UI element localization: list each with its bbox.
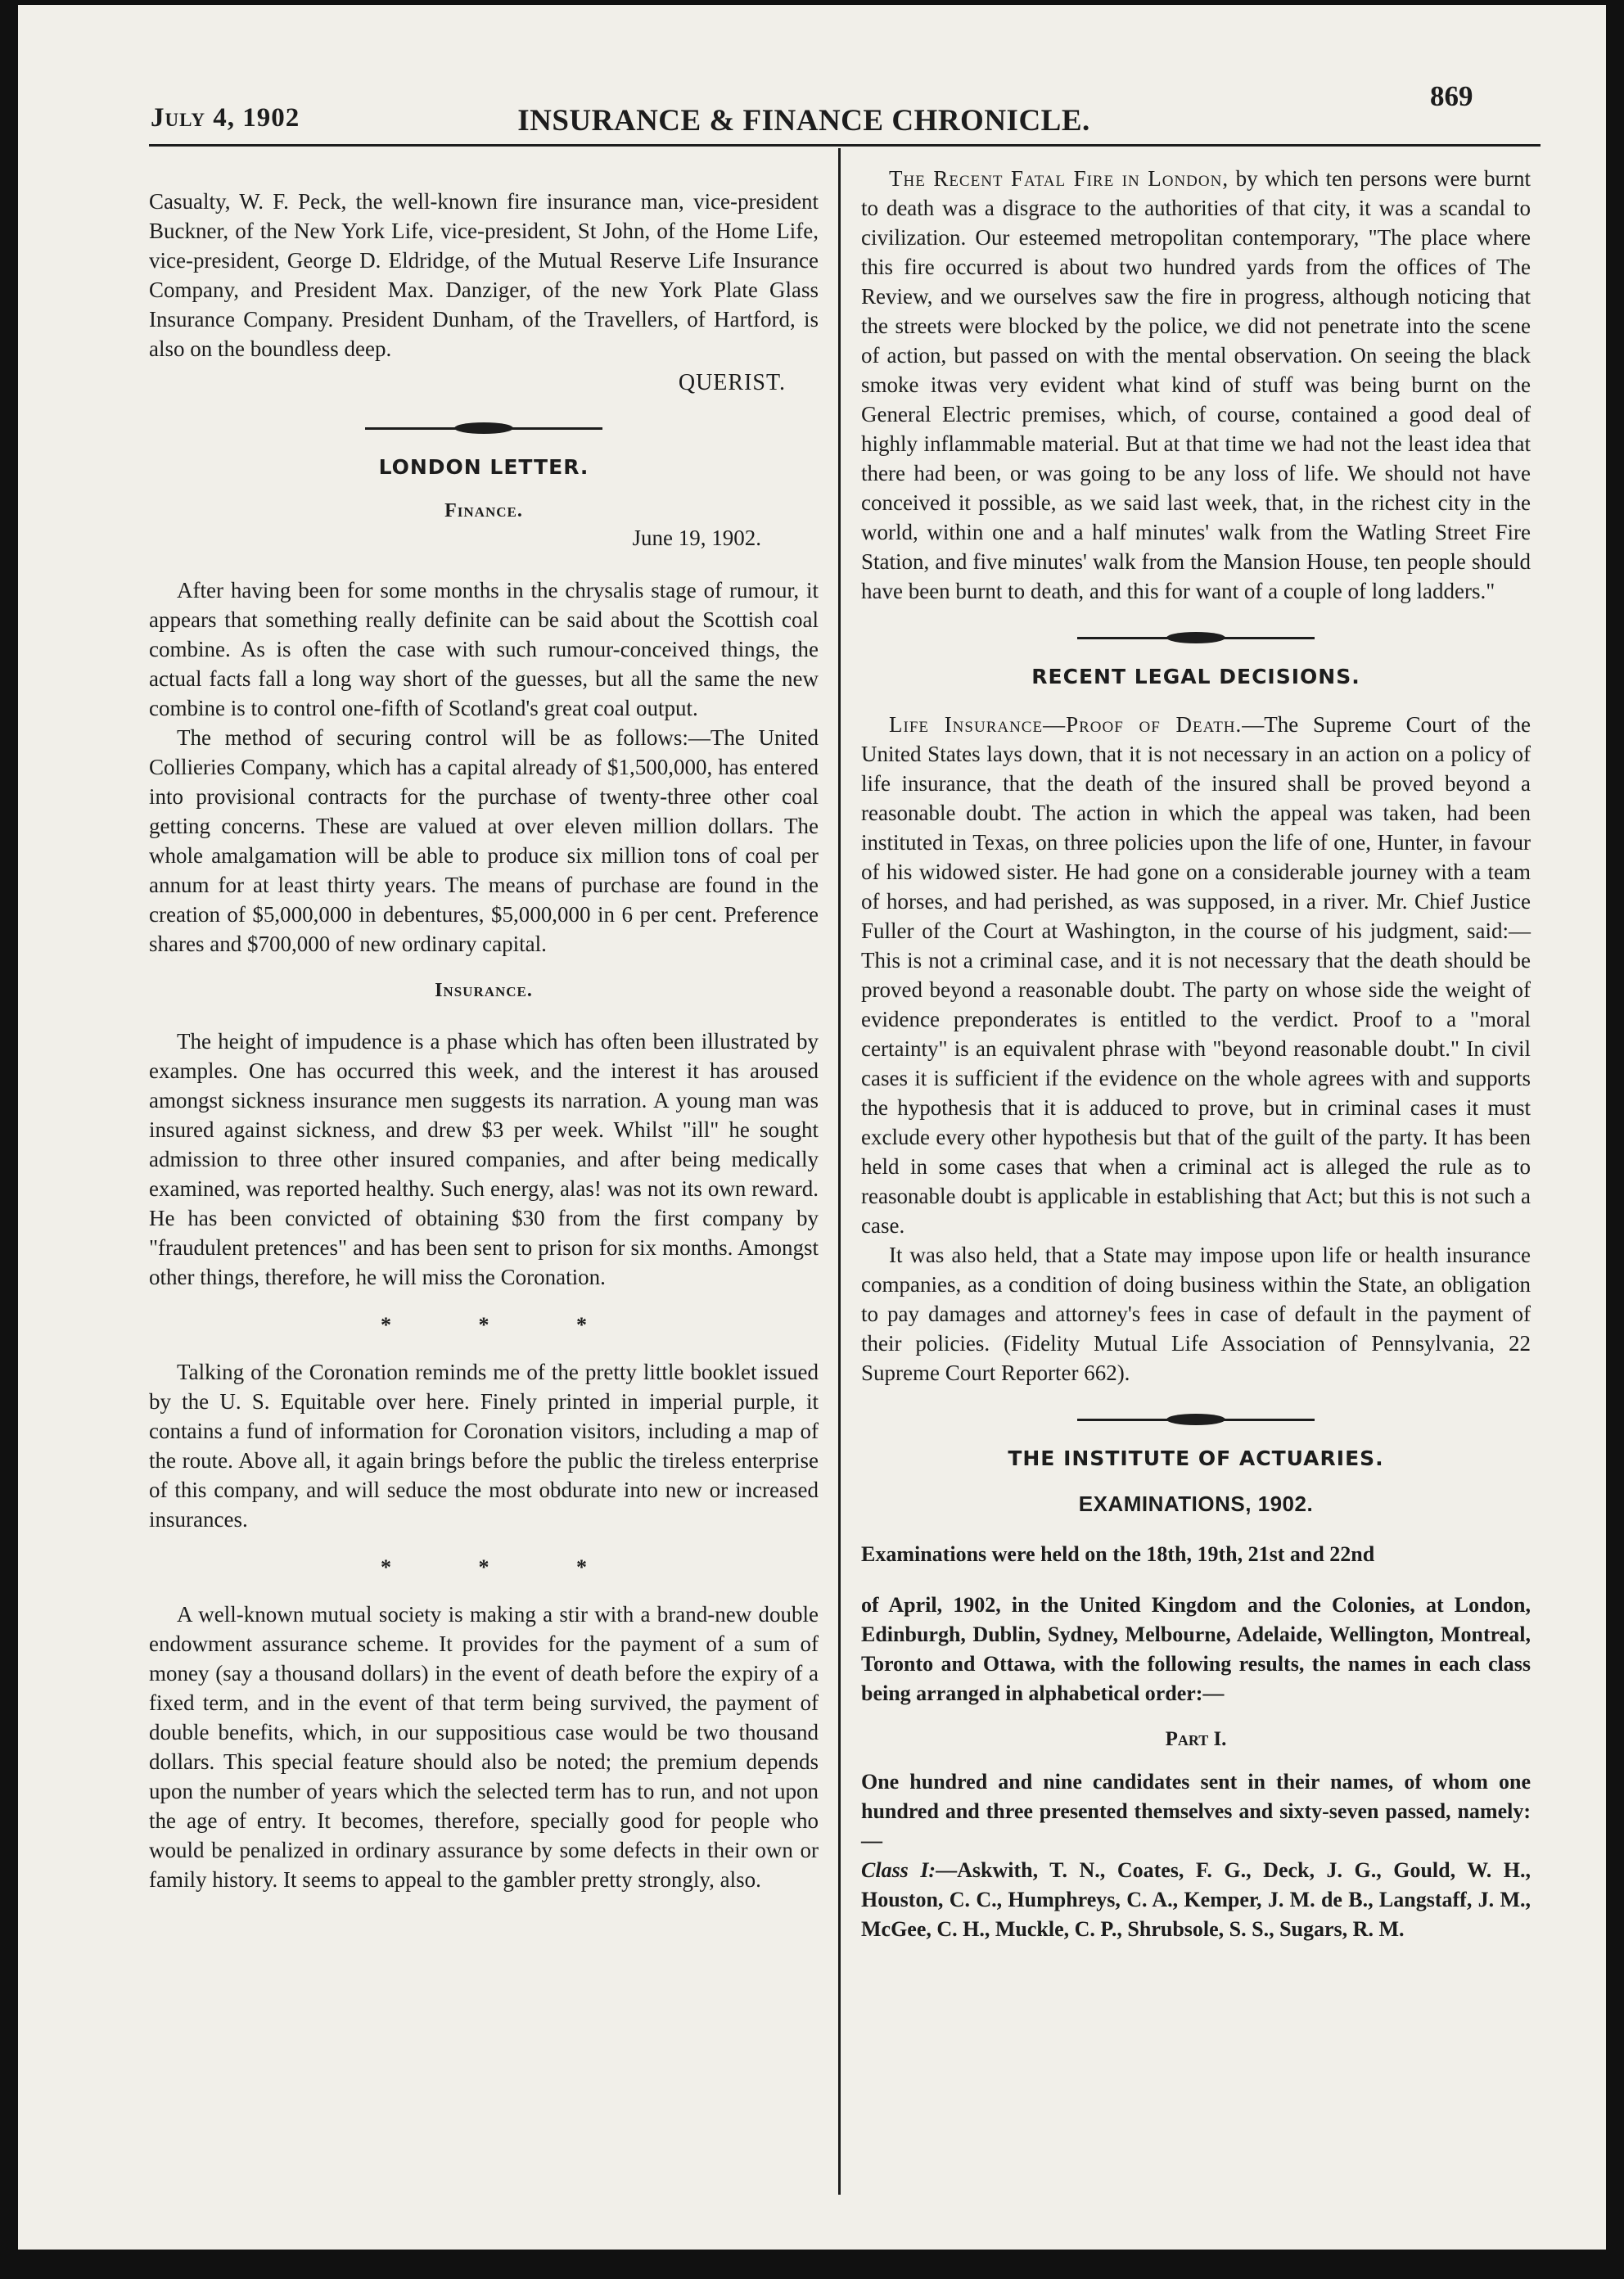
publication-title: INSURANCE & FINANCE CHRONICLE.: [517, 104, 1090, 138]
section-divider: [365, 421, 602, 435]
fatal-fire-paragraph: [861, 164, 1531, 606]
section-stars: * * *: [381, 1555, 628, 1579]
letter-dateline: June 19, 1902.: [632, 526, 761, 550]
finance-paragraph: The method of securing control will be as follows:—The United Collieries Company, which has a capital already of $1,500,000, has entered into provisional contracts for the purchase of twenty-three other coal getting concerns. These are valued at over eleven million dollars. The whole amalgamation will be able to produce six million tons of coal per annum for at least thirty years. The means of purchase are found in the creation of $5,000,000 in debentures, $5,000,000 in 6 per cent. Preference shares and $700,000 of new ordinary capital.: [149, 725, 819, 956]
legal-paragraph: [861, 710, 1531, 1240]
insurance-paragraph: Talking of the Coronation reminds me of the pretty little booklet issued by the U. S. Equitable over here. Finely printed in imperial purple, it contains a fund of information for Coronation visitors, including a map of the route. Above all, it again brings before the public the tireless enterprise of this company, and will seduce the most obdurate into new or increased insurances.: [149, 1360, 819, 1532]
london-letter-heading: LONDON LETTER.: [378, 455, 589, 479]
header-rule: [149, 144, 1541, 147]
examinations-intro: of April, 1902, in the United Kingdom and the Colonies, at London, Edinburgh, Dublin, Sydney, Melbourne, Adelaide, Wellington, Montreal, Toronto and Ottawa, with the following results, the names in each class being arranged in alphabetical order:—: [861, 1593, 1531, 1705]
insurance-heading: Insurance.: [435, 980, 533, 1001]
class-list: [861, 1856, 1531, 1944]
legal-text: —The Supreme Court of the United States lays down, that it is not necessary in an action on a policy of life insurance, that the death of the insured shall be proved beyond a reasonable doubt. The action in which the appeal was taken, had been instituted in Texas, on three policies upon the life of one, Hunter, in favour of his widowed sister. He had gone on a considerable journey with a team of horses, and had perished, as was supposed, in a river. Mr. Chief Justice Fuller of the Court at Washington, in the course of his judgment, said:—This is not a criminal case, and it is not necessary that the death should be proved beyond a reasonable doubt. The party on whose side the weight of evidence preponderates is entitled to the verdict. Proof to a "moral certainty" is an equivalent phrase with "beyond reasonable doubt." In civil cases it is sufficient if the evidence on the whole agrees with and supports the hypothesis that it is adduced to prove, but in criminal cases it must exclude every other hypothesis but that of the guilt of the party. It has been held in some cases that when a criminal act is alleged the rule as to reasonable doubt is applicable in establishing that Act; but this is not such a case.: [861, 712, 1532, 1238]
legal-decisions-heading: RECENT LEGAL DECISIONS.: [1031, 665, 1360, 688]
column-rule: [838, 148, 841, 2195]
issue-date: July 4, 1902: [151, 103, 300, 133]
section-divider: [1077, 630, 1315, 645]
part-heading: Part I.: [1165, 1728, 1227, 1750]
examinations-intro-line: Examinations were held on the 18th, 19th, 21st and 22nd: [861, 1542, 1375, 1566]
actuaries-heading: THE INSTITUTE OF ACTUARIES.: [1008, 1446, 1384, 1470]
newspaper-page: [18, 5, 1606, 2250]
section-stars: * * *: [381, 1313, 628, 1337]
signature: QUERIST.: [678, 370, 786, 395]
class-names: —Askwith, T. N., Coates, F. G., Deck, J. G., Gould, W. H., Houston, C. C., Humphreys, C. A., Kemper, J. M. de B., Langstaff, J. M., McGee, C. H., Muckle, C. P., Shrubsole, S. S., Sugars, R. M.: [861, 1858, 1531, 1941]
examinations-subheading: EXAMINATIONS, 1902.: [1078, 1492, 1314, 1516]
insurance-paragraph: A well-known mutual society is making a stir with a brand-new double endowment assurance scheme. It provides for the payment of a sum of money (say a thousand dollars) in the event of death before the expiry of a fixed term, and in the event of that term being survived, the payment of double benefits, which, in our suppositious case would be two thousand dollars. This special feature should also be noted; the premium depends upon the number of years which the selected term has to run, and not upon the age of entry. It becomes, therefore, specially good for people who would be penalized in ordinary assurance by some defects in their own or family history. It seems to appeal to the gambler pretty strongly, also.: [149, 1602, 819, 1892]
finance-heading: Finance.: [444, 500, 523, 521]
class-label: Class I:: [861, 1858, 936, 1882]
right-column: [861, 166, 1532, 1944]
legal-paragraph: It was also held, that a State may impose upon life or health insurance companies, as a condition of doing business within the State, an obligation to pay damages and attorney's fees in case of default in the payment of their policies. (Fidelity Mutual Life Association of Pennsylvania, 22 Supreme Court Reporter 662).: [861, 1243, 1531, 1385]
querist-letter-ending: Casualty, W. F. Peck, the well-known fire insurance man, vice-president Buckner, of the New York Life, vice-president, St John, of the Home Life, vice-president, George D. Eldridge, of the Mutual Reserve Life Insurance Company, and President Max. Danziger, of the new York Plate Glass Insurance Company. President Dunham, of the Travellers, of Hartford, is also on the boundless deep.: [149, 189, 819, 361]
fatal-fire-text: by which ten persons were burnt to death was a disgrace to the authorities of that city, it was a scandal to civilization. Our esteemed metropolitan contemporary, "The place where this fire occurred is about two hundred yards from the offices of The Review, and we ourselves saw the fire in progress, although noticing that the streets were blocked by the police, we did not penetrate into the scene of action, but passed on with the mental observation. On seeing the black smoke itwas very evident what kind of stuff was being burnt on the General Electric premises, which, of course, contained a good deal of highly inflammable material. But at that time we had not the least idea that there had been, or was going to be any loss of life. We should not have conceived it possible, as we said last week, that, in the richest city in the world, within one and a half minutes' walk from the Watling Street Fire Station, and five minutes' walk from the Mansion House, ten people should have been burnt to death, and this for want of a couple of long ladders.": [861, 166, 1531, 603]
legal-lead: Life Insurance—Proof of Death.: [889, 712, 1243, 737]
section-divider: [1077, 1412, 1315, 1427]
fatal-fire-lead: The Recent Fatal Fire in London,: [889, 166, 1229, 191]
left-column: [149, 187, 819, 1894]
candidates-paragraph: One hundred and nine candidates sent in their names, of whom one hundred and three presented themselves and sixty-seven passed, namely:—: [861, 1770, 1531, 1853]
page-number: 869: [1430, 80, 1473, 112]
insurance-paragraph: The height of impudence is a phase which has often been illustrated by examples. One has occurred this week, and the interest it has aroused amongst sickness insurance men suggests its narration. A young man was insured against sickness, and drew $3 per week. Whilst "ill" he sought admission to three other insured companies, and after being medically examined, was reported healthy. Such energy, alas! was not its own reward. He has been convicted of obtaining $30 from the first company by "fraudulent pretences" and has been sent to prison for six months. Amongst other things, therefore, he will miss the Coronation.: [149, 1029, 819, 1289]
finance-paragraph: After having been for some months in the chrysalis stage of rumour, it appears that something really definite can be said about the Scottish coal combine. As is often the case with such rumour-conceived things, the actual facts fall a long way short of the guesses, but all the same the new combine is to control one-fifth of Scotland's great coal output.: [149, 578, 819, 720]
